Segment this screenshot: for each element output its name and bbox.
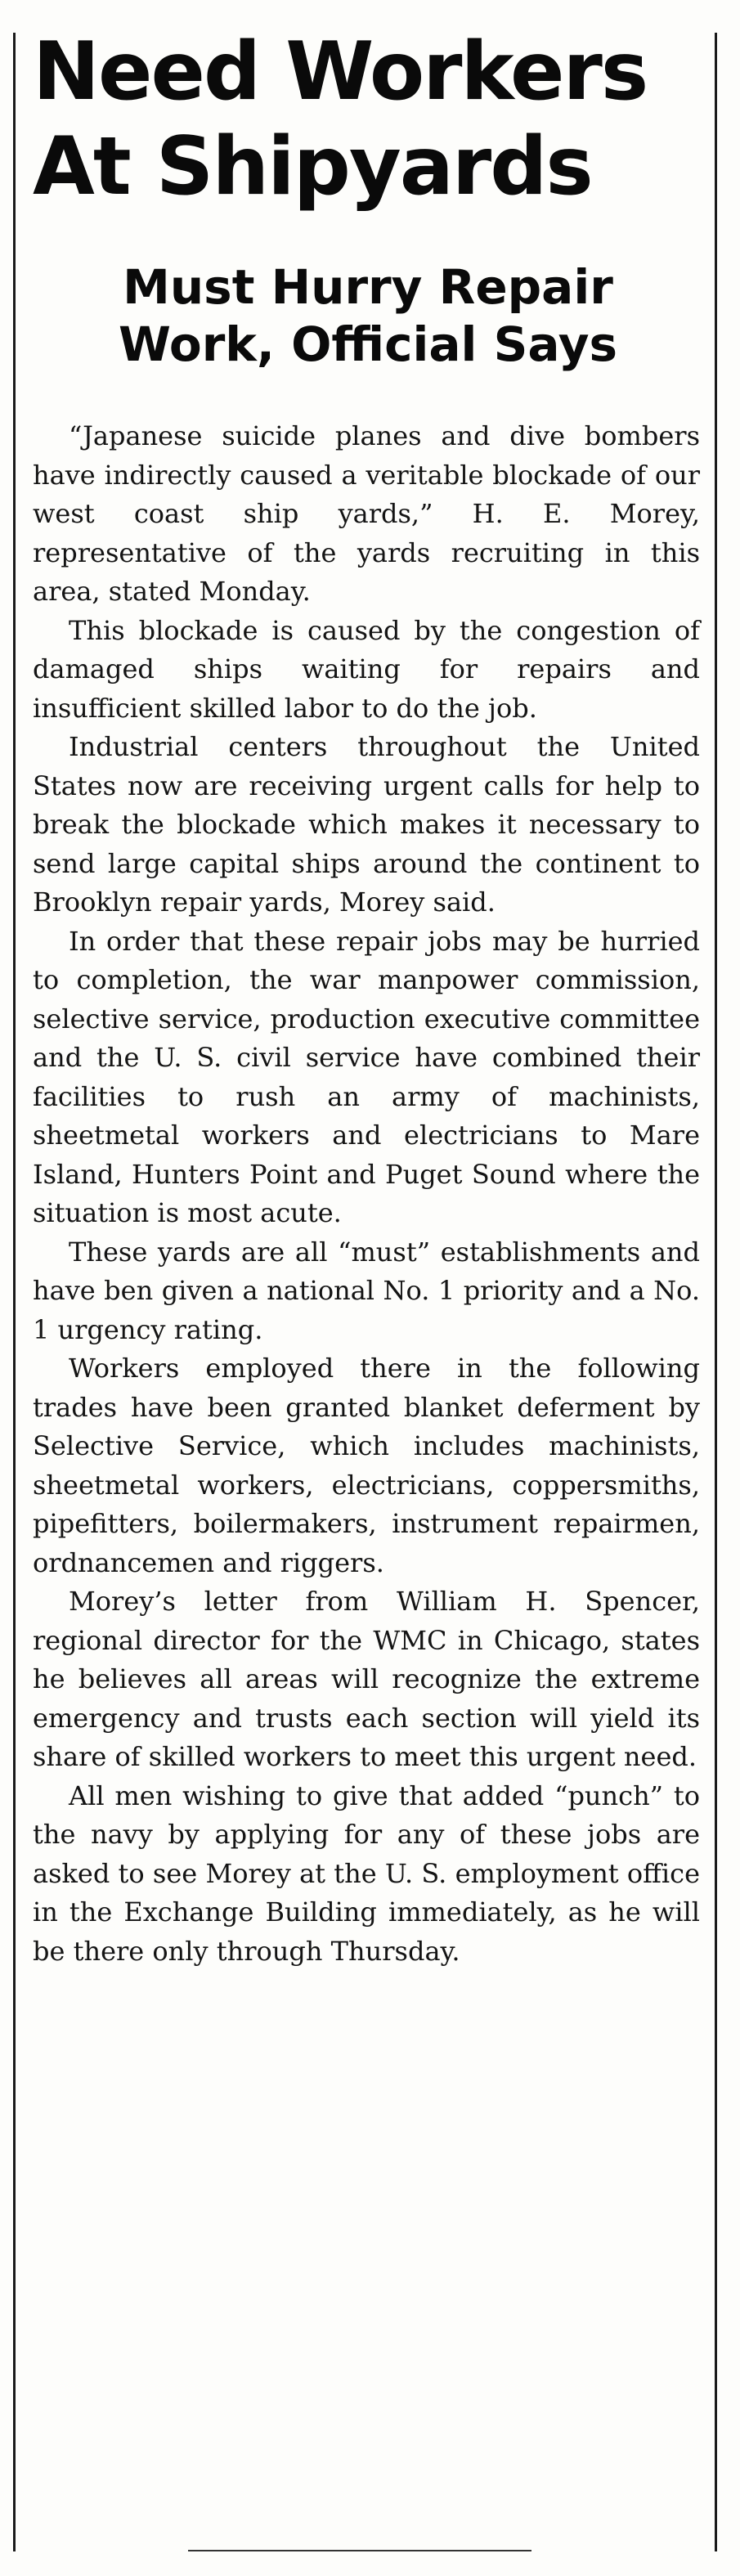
bottom-rule xyxy=(188,2550,531,2551)
headline: Need Workers At Shipyards xyxy=(33,25,648,213)
paragraph: Morey’s letter from William H. Spencer, regional director for the WMC in Chicago, states he believes all areas will recognize the extreme emergency and trusts each section will yield its share of skilled workers to meet this urgent need. xyxy=(33,1586,700,1772)
paragraph: “Japanese suicide planes and dive bombers have indirectly caused a veritable blockade of our west coast ship yards,” H. E. Morey, representative of the yards recruiting in this area, stated Monday. xyxy=(33,420,700,607)
article-body xyxy=(33,417,700,1971)
subheadline: Must Hurry Repair Work, Official Says xyxy=(118,259,618,372)
right-column-rule xyxy=(715,33,717,2551)
paragraph: Industrial centers throughout the United States now are receiving urgent calls for help to break the blockade which makes it necessary to send large capital ships around the continent to Brooklyn repair yards, Morey said. xyxy=(33,731,700,918)
left-column-rule xyxy=(13,33,16,2551)
paragraph: Workers employed there in the following trades have been granted blanket deferment by Selective Service, which includes machinists, sheetmetal workers, electricians, coppersmiths, pipefitters, boilermakers, instrument repairmen, ordnancemen and riggers. xyxy=(33,1353,700,1578)
paragraph: In order that these repair jobs may be hurried to completion, the war manpower commission, selective service, production executive committee and the U. S. civil service have combined their facilities to rush an army of machinists, sheetmetal workers and electricians to Mare Island, Hunters Point and Puget Sound where the situation is most acute. xyxy=(33,925,700,1228)
paragraph: All men wishing to give that added “punch” to the navy by applying for any of these jobs are asked to see Morey at the U. S. employment office in the Exchange Building immediately, as he will be there only through Thursday. xyxy=(33,1779,700,1967)
paragraph: This blockade is caused by the congestion of damaged ships waiting for repairs and insufficient skilled labor to do the job. xyxy=(33,614,700,724)
paragraph: These yards are all “must” establishments and have ben given a national No. 1 priority and a No. 1 urgency rating. xyxy=(33,1236,700,1345)
